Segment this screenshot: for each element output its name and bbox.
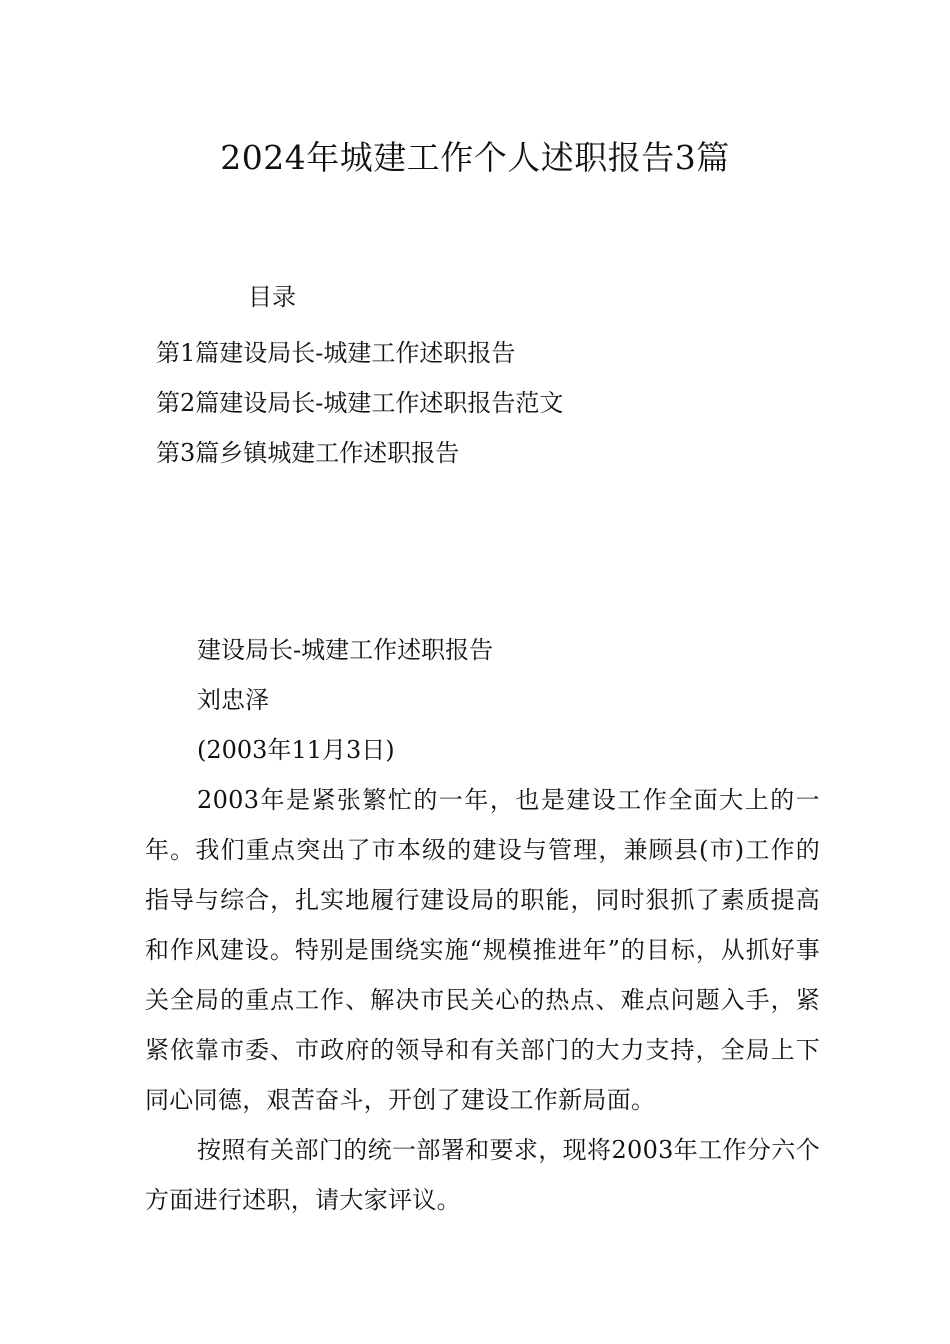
article-paragraph: 按照有关部门的统一部署和要求，现将2003年工作分六个方面进行述职，请大家评议。 [145,1136,820,1214]
toc-heading: 目录 [248,283,296,311]
article-heading: 建设局长-城建工作述职报告 [197,636,494,664]
toc-item-3[interactable]: 第3篇乡镇城建工作述职报告 [156,439,460,467]
table-of-contents [156,328,563,478]
document-title: 2024年城建工作个人述职报告3篇 [220,138,730,177]
article-author: 刘忠泽 [197,686,269,714]
article-date: (2003年11月3日) [197,736,395,764]
toc-item-1[interactable]: 第1篇建设局长-城建工作述职报告 [156,339,516,367]
article-paragraph: 2003年是紧张繁忙的一年，也是建设工作全面大上的一年。我们重点突出了市本级的建设与管理，兼顾县(市)工作的指导与综合，扎实地履行建设局的职能，同时狠抓了素质提高和作风建设。特别是围绕实施“规模推进年”的目标，从抓好事关全局的重点工作、解决市民关心的热点、难点问题入手，紧紧依靠市委、市政府的领导和有关部门的大力支持，全局上下同心同德，艰苦奋斗，开创了建设工作新局面。 [145,786,820,1114]
toc-item-2[interactable]: 第2篇建设局长-城建工作述职报告范文 [156,389,564,417]
article-section [145,625,820,1225]
